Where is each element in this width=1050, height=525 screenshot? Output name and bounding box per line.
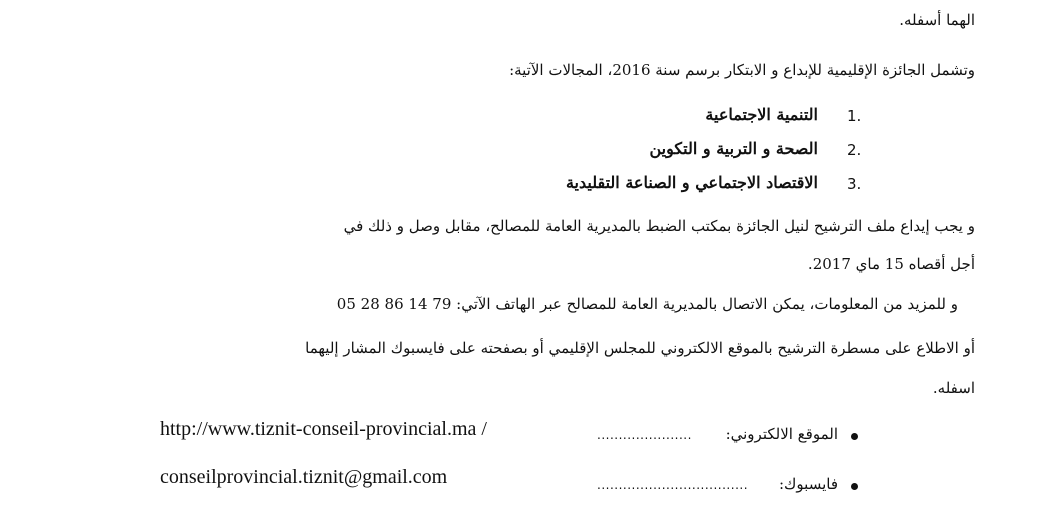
list-item-number: 1. xyxy=(847,107,862,125)
paragraph-deposit-line2: أجل أقصاه 15 ماي 2017. xyxy=(807,255,975,273)
paragraph-deposit-line1: و يجب إيداع ملف الترشيح لنيل الجائزة بمكتب الضبط بالمديرية العامة للمصالح، مقابل وصل و ذلك في xyxy=(343,217,975,235)
list-item-number: 3. xyxy=(847,175,862,193)
paragraph-info-line2: اسفله. xyxy=(932,379,975,397)
bullet-point-icon xyxy=(851,483,858,490)
paragraph-top-line: الهما أسفله. xyxy=(899,11,975,29)
website-dots: ...................... xyxy=(597,428,692,442)
list-item-label: الاقتصاد الاجتماعي و الصناعة التقليدية xyxy=(565,173,818,192)
website-label: الموقع الالكتروني: xyxy=(725,425,838,443)
website-url-link[interactable]: http://www.tiznit-conseil-provincial.ma / xyxy=(160,418,487,440)
paragraph-info-line1: أو الاطلاع على مسطرة الترشيح بالموقع الالكتروني للمجلس الإقليمي أو بصفحته على فايسبوك المشار إليهما xyxy=(305,339,975,357)
paragraph-contact: و للمزيد من المعلومات، يمكن الاتصال بالمديرية العامة للمصالح عبر الهاتف الآتي: 79 14 86 28 05 xyxy=(336,295,958,313)
facebook-email-link[interactable]: conseilprovincial.tiznit@gmail.com xyxy=(160,466,448,488)
list-item-label: التنمية الاجتماعية xyxy=(705,105,818,124)
list-item-number: 2. xyxy=(847,141,862,159)
list-item-label: الصحة و التربية و التكوين xyxy=(649,139,818,158)
facebook-dots: ................................... xyxy=(597,478,749,492)
bullet-point-icon xyxy=(851,433,858,440)
paragraph-intro: وتشمل الجائزة الإقليمية للإبداع و الابتكار برسم سنة 2016، المجالات الآتية: xyxy=(509,61,975,79)
facebook-label: فايسبوك: xyxy=(779,475,838,493)
